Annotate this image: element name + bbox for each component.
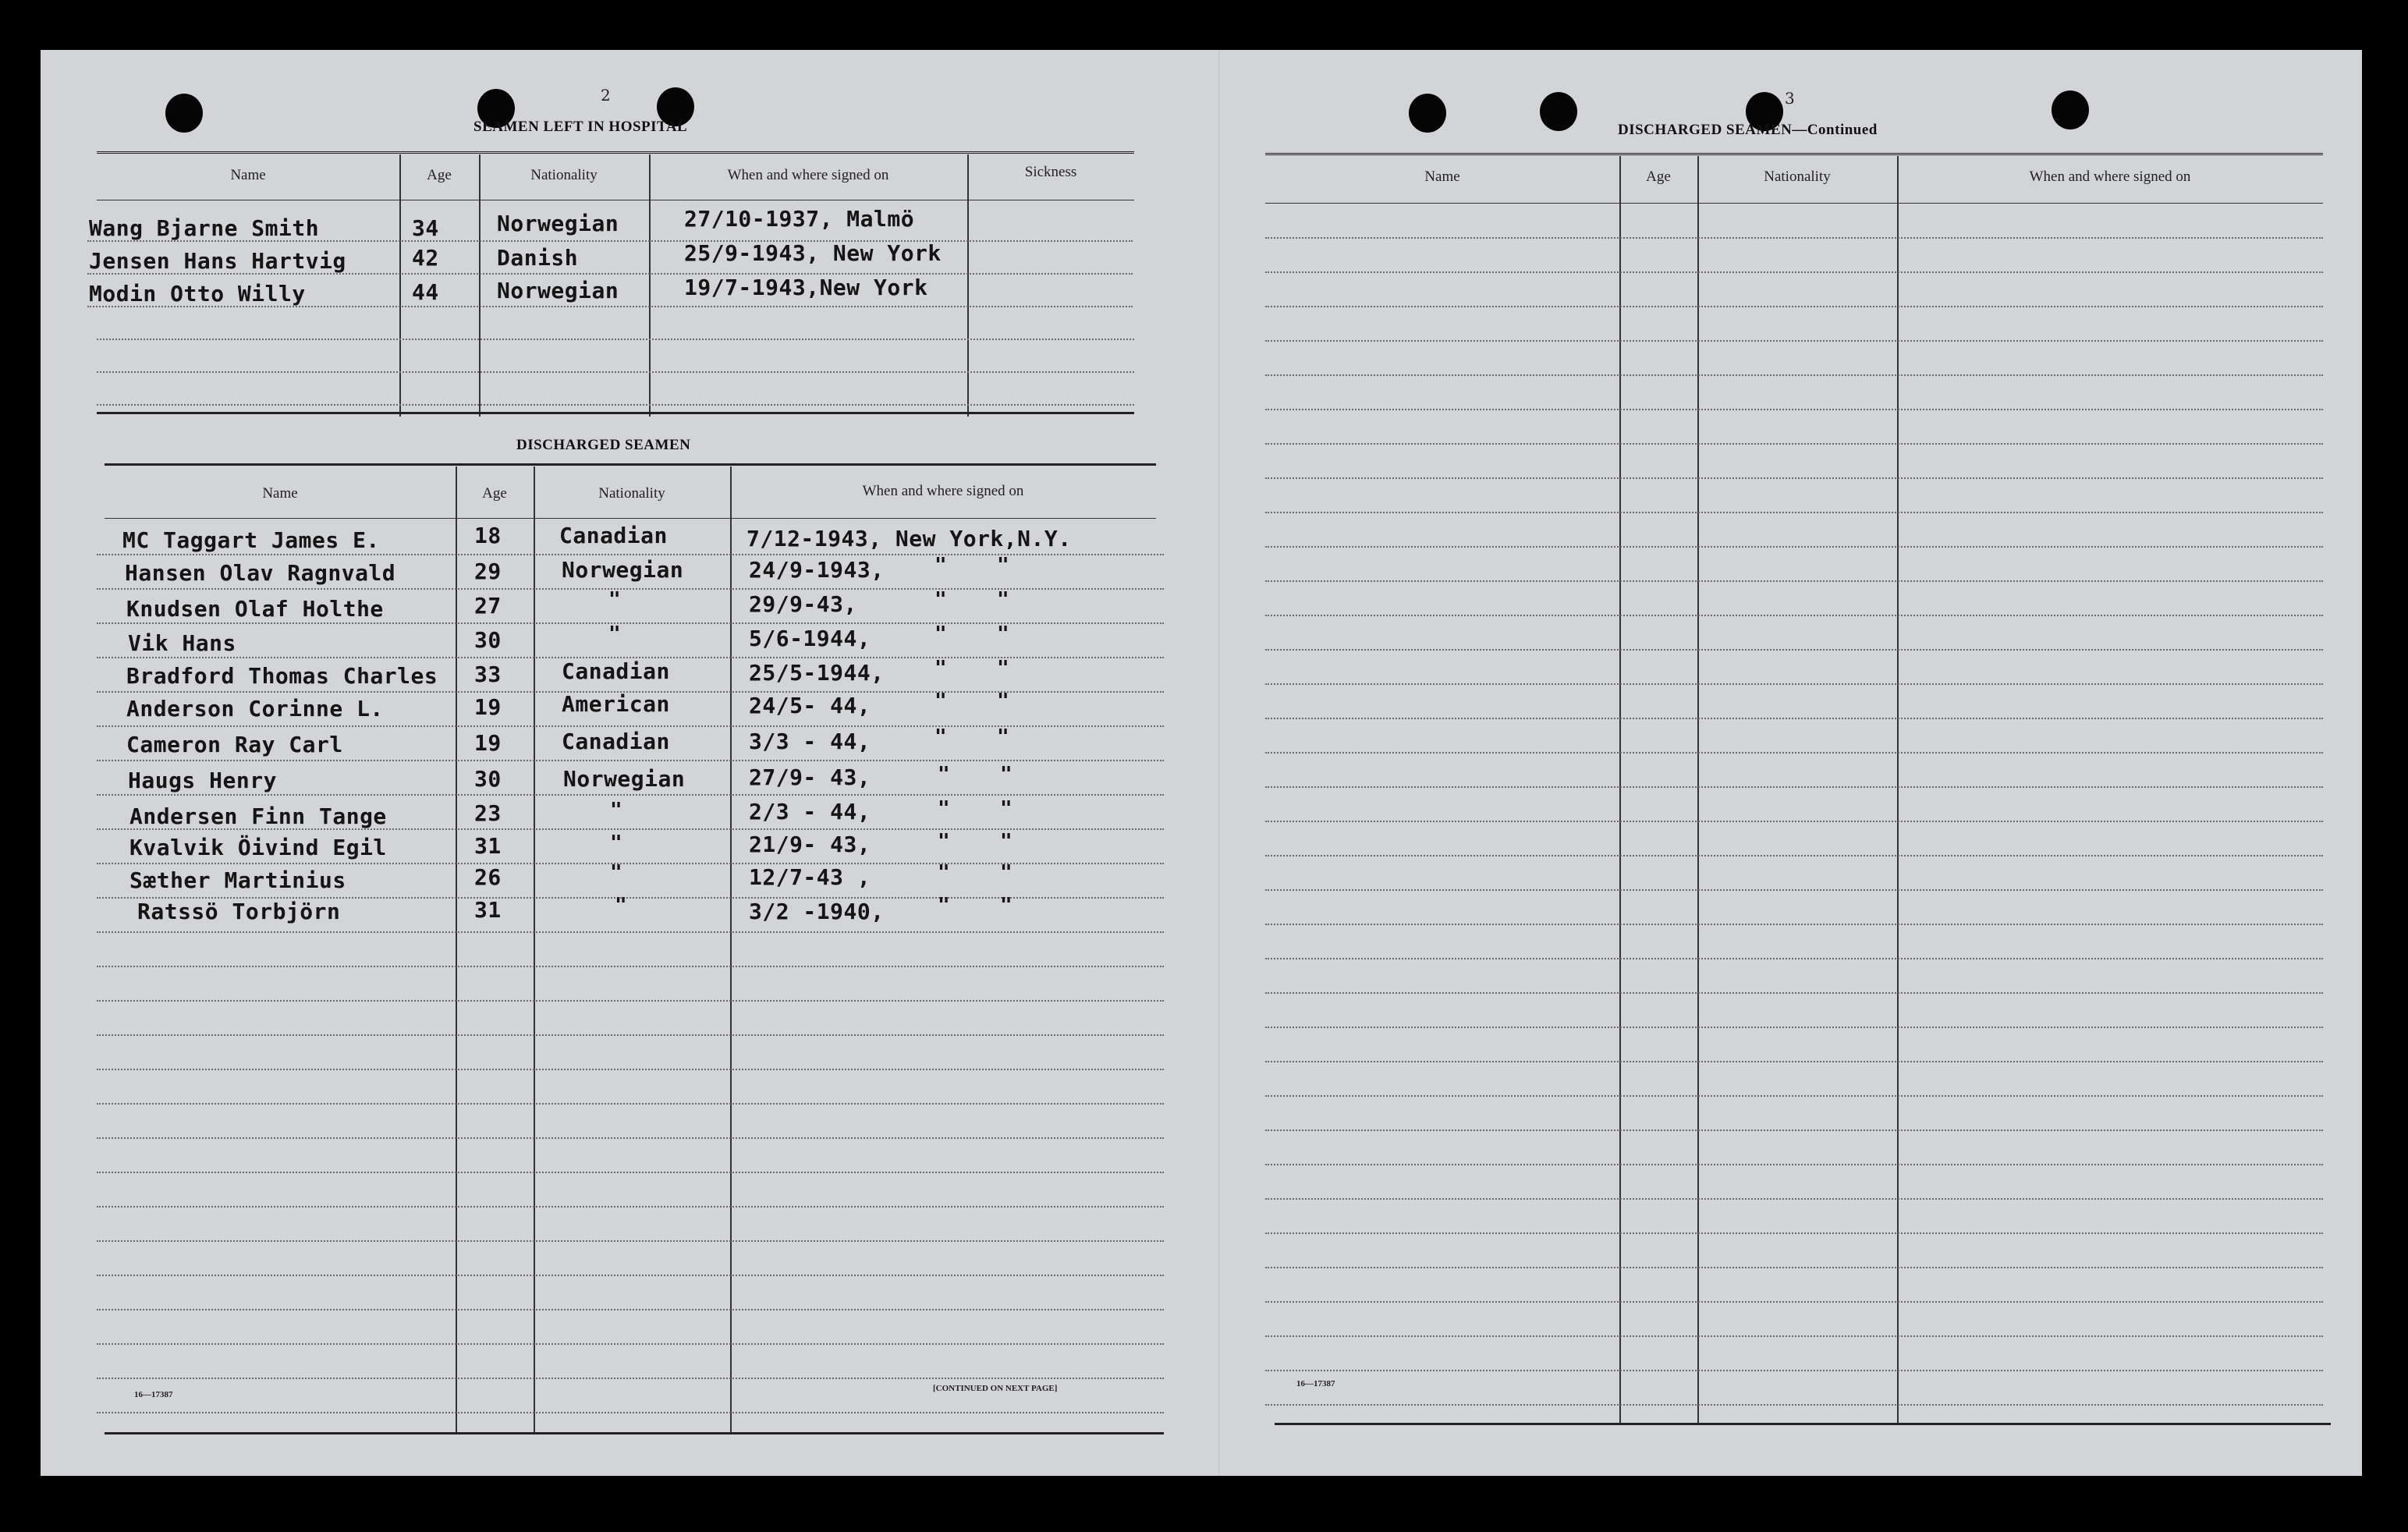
ditto-mark: " bbox=[997, 554, 1010, 577]
ditto-mark: " bbox=[934, 725, 948, 749]
cell-nationality: " bbox=[608, 622, 622, 646]
page-number-right: 3 bbox=[1785, 89, 1795, 108]
cell-nationality: " bbox=[610, 832, 623, 855]
row-rule bbox=[1265, 443, 2323, 445]
row-rule bbox=[1265, 1061, 2323, 1062]
discharged-section-title: DISCHARGED SEAMEN bbox=[516, 437, 691, 453]
row-rule bbox=[97, 1103, 1164, 1105]
document-sheet bbox=[41, 50, 2362, 1476]
table-rule bbox=[105, 518, 1156, 519]
cell-signed: 27/10-1937, Malmö bbox=[684, 206, 915, 232]
cell-name: Hansen Olav Ragnvald bbox=[125, 560, 396, 586]
col-header-name: Name bbox=[262, 485, 298, 502]
col-header-age: Age bbox=[482, 485, 507, 502]
row-rule bbox=[1265, 1198, 2323, 1200]
row-rule bbox=[97, 1343, 1164, 1345]
cell-age: 19 bbox=[474, 694, 502, 720]
col-header-sickness: Sickness bbox=[1024, 164, 1077, 180]
cell-age: 23 bbox=[474, 800, 502, 826]
cell-age: 18 bbox=[474, 523, 502, 548]
column-divider bbox=[967, 154, 969, 417]
cell-age: 34 bbox=[412, 215, 439, 241]
col-header-nationality: Nationality bbox=[530, 167, 598, 183]
table-rule bbox=[1265, 153, 2323, 158]
row-rule bbox=[1265, 1404, 2323, 1406]
cell-signed: 5/6-1944, bbox=[749, 626, 871, 651]
cell-nationality: American bbox=[562, 691, 670, 717]
cell-age: 19 bbox=[474, 730, 502, 756]
row-rule bbox=[1265, 752, 2323, 754]
cell-nationality: Danish bbox=[497, 245, 579, 271]
row-rule bbox=[97, 760, 1164, 761]
table-rule bbox=[105, 1432, 1164, 1434]
row-rule bbox=[1265, 306, 2323, 307]
cell-nationality: Norwegian bbox=[497, 278, 619, 303]
row-rule bbox=[97, 1172, 1164, 1173]
column-divider bbox=[730, 466, 732, 1432]
cell-nationality: Norwegian bbox=[562, 557, 684, 583]
ditto-mark: " bbox=[938, 861, 951, 885]
table-rule bbox=[97, 412, 1134, 414]
row-rule bbox=[1265, 615, 2323, 616]
row-rule bbox=[1265, 271, 2323, 273]
row-rule bbox=[1265, 477, 2323, 479]
ditto-mark: " bbox=[997, 690, 1010, 713]
row-rule bbox=[97, 1309, 1164, 1310]
col-header-age: Age bbox=[1646, 168, 1671, 185]
cell-nationality: Norwegian bbox=[563, 766, 686, 792]
ditto-mark: " bbox=[1000, 830, 1013, 853]
cell-signed: 25/9-1943, New York bbox=[684, 240, 942, 266]
col-header-age: Age bbox=[427, 167, 452, 183]
table-rule bbox=[1265, 203, 2323, 204]
ditto-mark: " bbox=[938, 797, 951, 821]
row-rule bbox=[97, 339, 1134, 340]
row-rule bbox=[1265, 409, 2323, 410]
cell-nationality: " bbox=[610, 861, 623, 885]
row-rule bbox=[97, 404, 1134, 406]
cell-signed: 29/9-43, bbox=[749, 591, 857, 617]
column-divider bbox=[534, 466, 535, 1432]
row-rule bbox=[1265, 718, 2323, 719]
row-rule bbox=[1265, 1370, 2323, 1371]
ditto-mark: " bbox=[934, 554, 948, 577]
ditto-mark: " bbox=[1000, 763, 1013, 786]
cell-signed: 24/5- 44, bbox=[749, 693, 871, 718]
cell-name: Jensen Hans Hartvig bbox=[89, 248, 346, 274]
cell-signed: 24/9-1943, bbox=[749, 557, 885, 583]
row-rule bbox=[97, 1069, 1164, 1070]
ditto-mark: " bbox=[934, 690, 948, 713]
cell-signed: 27/9- 43, bbox=[749, 764, 871, 790]
col-header-name: Name bbox=[230, 167, 266, 183]
row-rule bbox=[1265, 924, 2323, 925]
cell-nationality: " bbox=[608, 588, 622, 612]
column-divider bbox=[456, 466, 457, 1432]
row-rule bbox=[1265, 374, 2323, 376]
cell-signed: 25/5-1944, bbox=[749, 660, 885, 686]
cell-name: Haugs Henry bbox=[128, 768, 277, 793]
column-divider bbox=[399, 154, 401, 417]
row-rule bbox=[1265, 1164, 2323, 1165]
table-rule bbox=[105, 463, 1156, 466]
form-number-left: 16—17387 bbox=[134, 1390, 173, 1399]
cell-age: 29 bbox=[474, 559, 502, 584]
cell-age: 27 bbox=[474, 593, 502, 619]
cell-age: 31 bbox=[474, 833, 502, 859]
row-rule bbox=[1265, 821, 2323, 822]
ditto-mark: " bbox=[997, 588, 1010, 612]
cell-name: Wang Bjarne Smith bbox=[89, 215, 320, 241]
cell-age: 30 bbox=[474, 627, 502, 653]
cell-name: Andersen Finn Tange bbox=[129, 803, 387, 829]
row-rule bbox=[97, 1000, 1164, 1002]
cell-name: MC Taggart James E. bbox=[122, 527, 380, 553]
ditto-mark: " bbox=[997, 622, 1010, 646]
row-rule bbox=[97, 931, 1164, 933]
row-rule bbox=[1265, 1129, 2323, 1131]
row-rule bbox=[97, 794, 1164, 796]
cell-nationality: " bbox=[615, 894, 628, 917]
row-rule bbox=[1265, 958, 2323, 959]
row-rule bbox=[1265, 1301, 2323, 1303]
row-rule bbox=[1265, 580, 2323, 582]
ditto-mark: " bbox=[934, 657, 948, 680]
col-header-signed: When and where signed on bbox=[727, 167, 889, 183]
cell-name: Kvalvik Öivind Egil bbox=[129, 835, 387, 860]
row-rule bbox=[1265, 786, 2323, 788]
row-rule bbox=[1265, 1232, 2323, 1234]
row-rule bbox=[1265, 546, 2323, 548]
cell-signed: 3/3 - 44, bbox=[749, 729, 871, 754]
punch-hole bbox=[1540, 92, 1577, 131]
punch-hole bbox=[1409, 94, 1446, 133]
cell-signed: 21/9- 43, bbox=[749, 832, 871, 857]
continued-note: [CONTINUED ON NEXT PAGE] bbox=[933, 1384, 1058, 1393]
ditto-mark: " bbox=[997, 725, 1010, 749]
cell-age: 26 bbox=[474, 864, 502, 890]
row-rule bbox=[1265, 1027, 2323, 1028]
cell-name: Bradford Thomas Charles bbox=[126, 663, 438, 689]
cell-name: Sæther Martinius bbox=[129, 867, 346, 893]
cell-name: Anderson Corinne L. bbox=[126, 696, 384, 722]
cell-nationality: Norwegian bbox=[497, 211, 619, 236]
ditto-mark: " bbox=[934, 622, 948, 646]
row-rule bbox=[97, 1412, 1164, 1413]
row-rule bbox=[1265, 1267, 2323, 1268]
row-rule bbox=[97, 371, 1134, 373]
row-rule bbox=[97, 1240, 1164, 1242]
cell-nationality: " bbox=[610, 799, 623, 822]
hospital-section-title: SEAMEN LEFT IN HOSPITAL bbox=[473, 119, 688, 135]
cell-age: 42 bbox=[412, 245, 439, 271]
row-rule bbox=[1265, 683, 2323, 685]
ditto-mark: " bbox=[938, 830, 951, 853]
row-rule bbox=[97, 1275, 1164, 1276]
row-rule bbox=[1265, 889, 2323, 891]
row-rule bbox=[1265, 1095, 2323, 1097]
cell-name: Modin Otto Willy bbox=[89, 281, 306, 307]
ditto-mark: " bbox=[938, 894, 951, 917]
center-fold bbox=[1218, 50, 1220, 1476]
col-header-signed: When and where signed on bbox=[862, 483, 1024, 499]
cell-nationality: Canadian bbox=[562, 729, 670, 754]
ditto-mark: " bbox=[997, 657, 1010, 680]
table-rule bbox=[97, 151, 1134, 156]
ditto-mark: " bbox=[934, 588, 948, 612]
row-rule bbox=[1265, 1335, 2323, 1337]
row-rule bbox=[1265, 512, 2323, 513]
ditto-mark: " bbox=[938, 763, 951, 786]
col-header-nationality: Nationality bbox=[598, 485, 665, 502]
cell-signed: 3/2 -1940, bbox=[749, 899, 885, 924]
punch-hole bbox=[165, 94, 203, 133]
punch-hole bbox=[2052, 90, 2089, 129]
column-divider bbox=[649, 154, 651, 417]
discharged-continued-title: DISCHARGED SEAMEN—Continued bbox=[1618, 122, 1878, 138]
cell-name: Knudsen Olaf Holthe bbox=[126, 596, 384, 622]
cell-age: 44 bbox=[412, 279, 439, 305]
cell-signed: 2/3 - 44, bbox=[749, 799, 871, 825]
cell-age: 31 bbox=[474, 897, 502, 923]
ditto-mark: " bbox=[1000, 861, 1013, 885]
row-rule bbox=[1265, 340, 2323, 342]
cell-name: Ratssö Torbjörn bbox=[137, 899, 341, 924]
cell-age: 30 bbox=[474, 766, 502, 792]
col-header-nationality: Nationality bbox=[1764, 168, 1831, 185]
cell-nationality: Canadian bbox=[562, 658, 670, 684]
col-header-name: Name bbox=[1424, 168, 1460, 185]
ditto-mark: " bbox=[1000, 797, 1013, 821]
row-rule bbox=[97, 1137, 1164, 1139]
page-number-left: 2 bbox=[601, 86, 611, 105]
cell-name: Cameron Ray Carl bbox=[126, 732, 343, 757]
row-rule bbox=[97, 1378, 1164, 1379]
cell-signed: 12/7-43 , bbox=[749, 864, 871, 890]
ditto-mark: " bbox=[1000, 894, 1013, 917]
cell-signed: 19/7-1943,New York bbox=[684, 275, 928, 300]
row-rule bbox=[97, 1206, 1164, 1208]
column-divider bbox=[479, 154, 481, 417]
col-header-signed: When and where signed on bbox=[2029, 168, 2191, 185]
table-rule bbox=[1275, 1423, 2331, 1425]
form-number-right: 16—17387 bbox=[1296, 1379, 1335, 1388]
row-rule bbox=[1265, 237, 2323, 239]
row-rule bbox=[97, 966, 1164, 967]
row-rule bbox=[1265, 992, 2323, 994]
cell-name: Vik Hans bbox=[128, 630, 236, 656]
row-rule bbox=[1265, 855, 2323, 856]
cell-nationality: Canadian bbox=[559, 523, 668, 548]
row-rule bbox=[1265, 649, 2323, 651]
cell-signed: 7/12-1943, New York,N.Y. bbox=[747, 526, 1072, 551]
cell-age: 33 bbox=[474, 661, 502, 687]
row-rule bbox=[97, 1034, 1164, 1036]
